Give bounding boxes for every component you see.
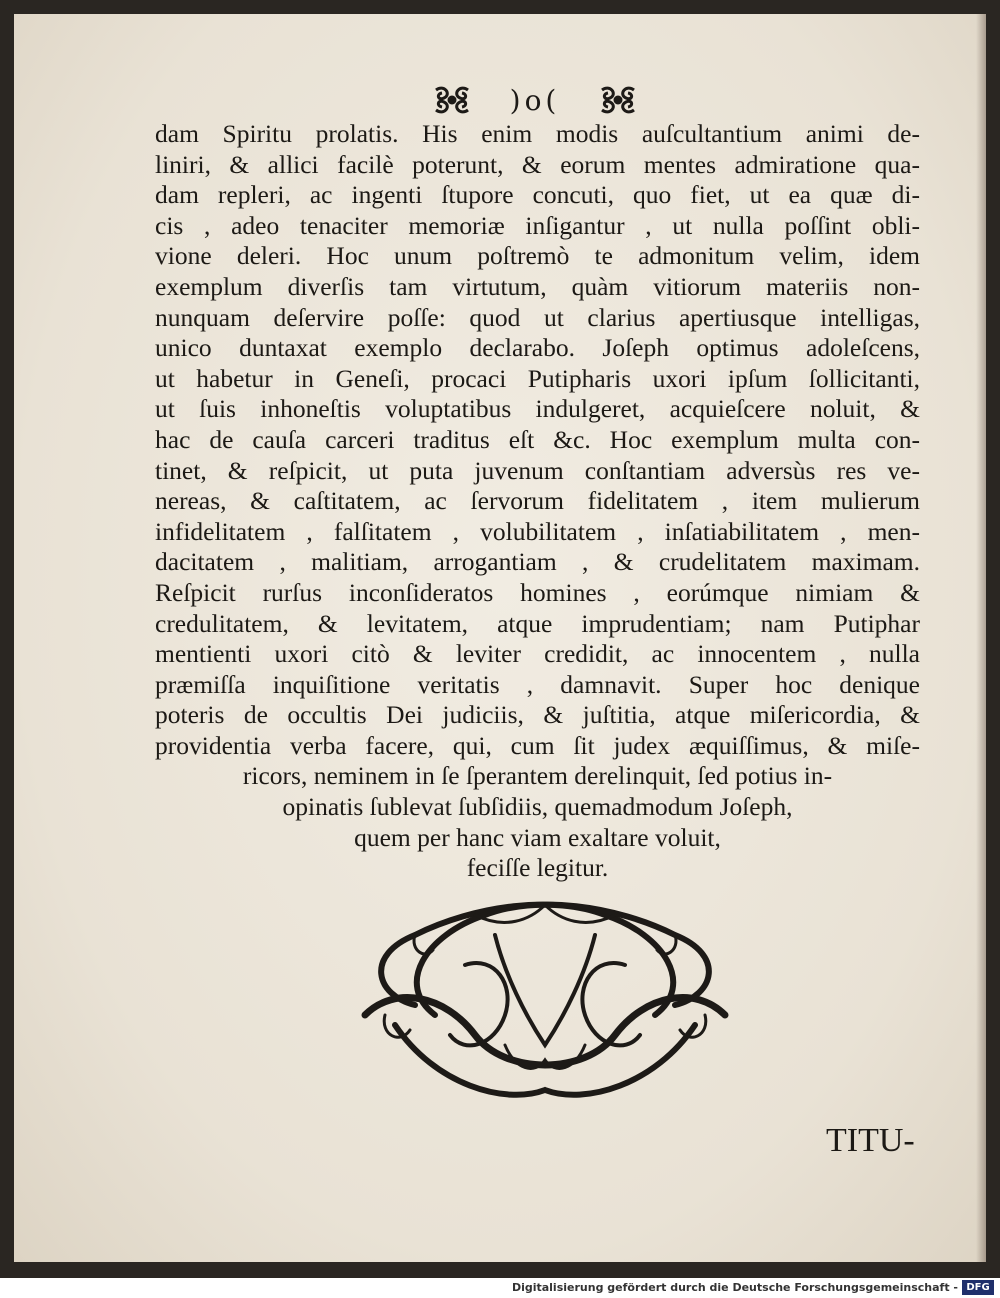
- left-fleuron-icon: [430, 82, 474, 118]
- page-edge-shadow: [976, 14, 986, 1262]
- text-line: poteris de occultis Dei judiciis, & juſtitia, atque miſericordia, &: [155, 700, 920, 730]
- text-line: credulitatem, & levitatem, atque imprudentiam; nam Putiphar: [155, 608, 920, 638]
- text-line: dam repleri, ac ingenti ſtupore concuti, quo fiet, ut ea quæ di-: [155, 180, 920, 210]
- text-line: tinet, & reſpicit, ut puta juvenum conſtantiam adversùs res ve-: [155, 455, 920, 485]
- catchword: TITU-: [826, 1122, 915, 1159]
- text-line: unico duntaxat exemplo declarabo. Joſeph optimus adoleſcens,: [155, 333, 920, 363]
- text-line: nereas, & caſtitatem, ac ſervorum fidelitatem , item mulierum: [155, 486, 920, 516]
- text-line-tapered: quem per hanc viam exaltare voluit,: [354, 822, 721, 852]
- text-line: dacitatem , malitiam, arrogantiam , & crudelitatem maximam.: [155, 547, 920, 577]
- footer-credit: Digitalisierung gefördert durch die Deutsche Forschungsgemeinschaft -: [511, 1281, 958, 1294]
- text-line: præmiſſa inquiſitione veritatis , damnavit. Super hoc denique: [155, 669, 920, 699]
- header-mark: )o(: [509, 83, 561, 117]
- text-line: cis , adeo tenaciter memoriæ inſigantur , ut nulla poſſint obli-: [155, 210, 920, 240]
- dfg-logo-icon: DFG: [962, 1280, 994, 1295]
- text-line: ut habetur in Geneſi, procaci Putipharis uxori ipſum ſollicitanti,: [155, 363, 920, 393]
- text-line-tapered: feciſſe legitur.: [466, 853, 609, 883]
- text-line: ut ſuis inhoneſtis voluptatibus indulgeret, acquieſcere noluit, &: [155, 394, 920, 424]
- text-line: hac de cauſa carceri traditus eſt &c. Hoc exemplum multa con-: [155, 424, 920, 454]
- right-fleuron-icon: [596, 82, 640, 118]
- text-line-tapered: ricors, neminem in ſe ſperantem derelinquit, ſed potius in-: [242, 761, 833, 791]
- body-text: [155, 119, 920, 884]
- text-line: exemplum diverſis tam virtutum, quàm vitiorum materiis non-: [155, 271, 920, 301]
- text-line-tapered: opinatis ſublevat ſubſidiis, quemadmodum Joſeph,: [282, 792, 793, 822]
- text-line: mentienti uxori citò & leviter credidit, ac innocentem , nulla: [155, 639, 920, 669]
- header-ornament: [430, 80, 640, 120]
- text-line: infidelitatem , falſitatem , volubilitatem , inſatiabilitatem , men-: [155, 516, 920, 546]
- text-line: providentia verba facere, qui, cum ſit judex æquiſſimus, & miſe-: [155, 730, 920, 760]
- text-line: liniri, & allici facilè poterunt, & eorum mentes admiratione qua-: [155, 149, 920, 179]
- text-line: vione deleri. Hoc unum poſtremò te admonitum velim, idem: [155, 241, 920, 271]
- text-line: nunquam deſervire poſſe: quod ut clarius apertiusque intelligas,: [155, 302, 920, 332]
- text-line: Reſpicit rurſus inconſideratos homines , eorúmque nimiam &: [155, 577, 920, 607]
- monogram-vignette-icon: [355, 875, 735, 1115]
- text-line: dam Spiritu prolatis. His enim modis auſcultantium animi de-: [155, 119, 920, 148]
